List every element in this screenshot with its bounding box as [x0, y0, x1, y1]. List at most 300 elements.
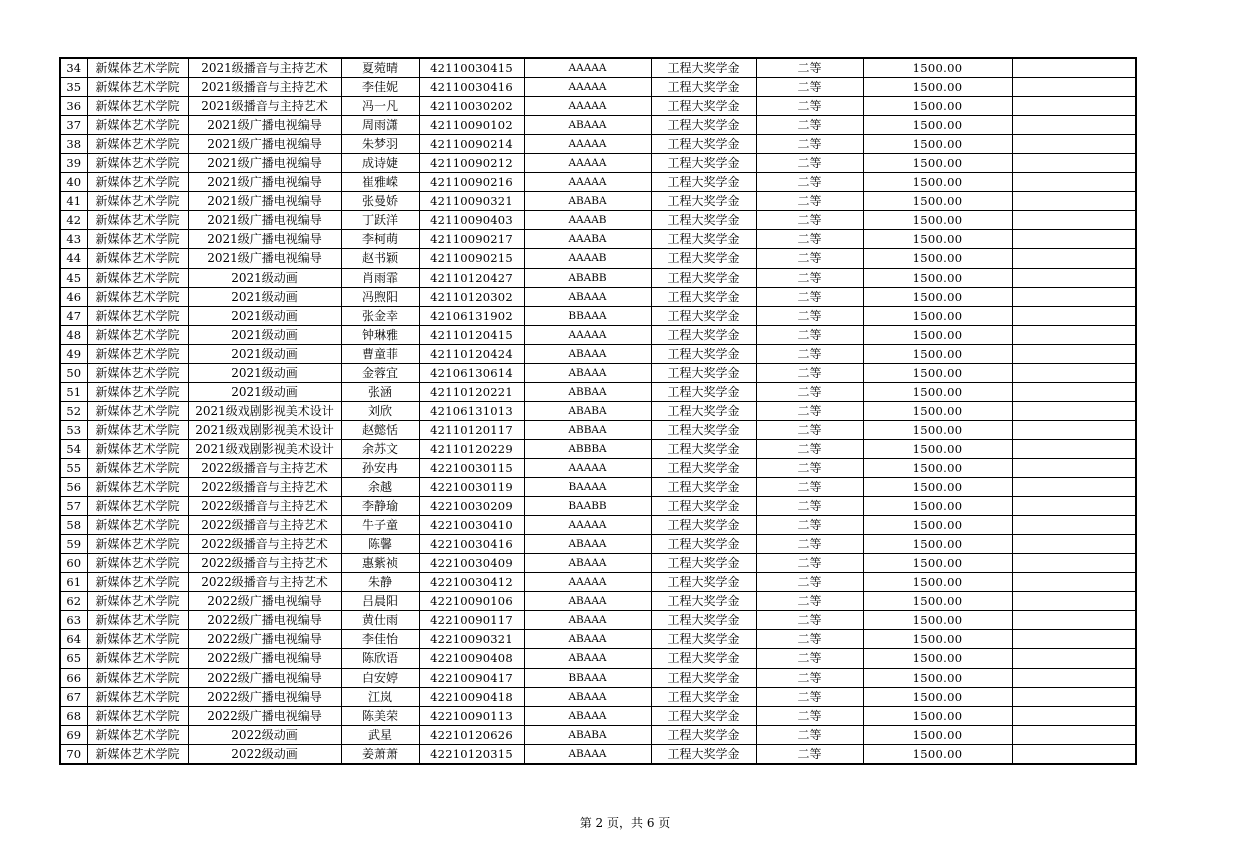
amount-cell: 1500.00 — [863, 382, 1012, 401]
remark-cell — [1012, 363, 1136, 382]
college-cell: 新媒体艺术学院 — [87, 535, 188, 554]
remark-cell — [1012, 535, 1136, 554]
award-name-cell: 工程大奖学金 — [651, 687, 756, 706]
amount-cell: 1500.00 — [863, 649, 1012, 668]
award-name-cell: 工程大奖学金 — [651, 458, 756, 477]
student-name-cell: 余苏文 — [341, 439, 419, 458]
college-cell: 新媒体艺术学院 — [87, 630, 188, 649]
award-name-cell: 工程大奖学金 — [651, 630, 756, 649]
remark-cell — [1012, 744, 1136, 764]
award-name-cell: 工程大奖学金 — [651, 573, 756, 592]
table-row — [60, 458, 1136, 477]
table-row — [60, 706, 1136, 725]
student-name-cell: 惠紫祯 — [341, 554, 419, 573]
row-number-cell: 69 — [60, 725, 87, 744]
student-id-cell: 42106131902 — [419, 306, 524, 325]
row-number-cell: 70 — [60, 744, 87, 764]
class-cell: 2021级广播电视编导 — [188, 135, 341, 154]
grade-record-cell: ABBAA — [524, 382, 651, 401]
award-name-cell: 工程大奖学金 — [651, 154, 756, 173]
college-cell: 新媒体艺术学院 — [87, 439, 188, 458]
remark-cell — [1012, 649, 1136, 668]
student-id-cell: 42110120424 — [419, 344, 524, 363]
class-cell: 2021级广播电视编导 — [188, 173, 341, 192]
remark-cell — [1012, 706, 1136, 725]
remark-cell — [1012, 287, 1136, 306]
award-name-cell: 工程大奖学金 — [651, 382, 756, 401]
grade-record-cell: ABAAA — [524, 611, 651, 630]
college-cell: 新媒体艺术学院 — [87, 154, 188, 173]
remark-cell — [1012, 592, 1136, 611]
table-row — [60, 687, 1136, 706]
college-cell: 新媒体艺术学院 — [87, 649, 188, 668]
remark-cell — [1012, 573, 1136, 592]
college-cell: 新媒体艺术学院 — [87, 573, 188, 592]
table-row — [60, 154, 1136, 173]
award-name-cell: 工程大奖学金 — [651, 439, 756, 458]
college-cell: 新媒体艺术学院 — [87, 497, 188, 516]
row-number-cell: 54 — [60, 439, 87, 458]
student-id-cell: 42210090106 — [419, 592, 524, 611]
student-name-cell: 夏菀晴 — [341, 58, 419, 78]
award-level-cell: 二等 — [756, 497, 863, 516]
class-cell: 2022级动画 — [188, 725, 341, 744]
student-id-cell: 42210120315 — [419, 744, 524, 764]
row-number-cell: 66 — [60, 668, 87, 687]
grade-record-cell: AAABA — [524, 230, 651, 249]
award-name-cell: 工程大奖学金 — [651, 592, 756, 611]
student-name-cell: 周雨潇 — [341, 116, 419, 135]
remark-cell — [1012, 344, 1136, 363]
student-name-cell: 赵书颖 — [341, 249, 419, 268]
award-name-cell: 工程大奖学金 — [651, 649, 756, 668]
student-id-cell: 42210090117 — [419, 611, 524, 630]
student-name-cell: 李佳怡 — [341, 630, 419, 649]
table-row — [60, 439, 1136, 458]
row-number-cell: 60 — [60, 554, 87, 573]
student-name-cell: 李柯萌 — [341, 230, 419, 249]
table-row — [60, 344, 1136, 363]
student-name-cell: 张曼娇 — [341, 192, 419, 211]
remark-cell — [1012, 420, 1136, 439]
grade-record-cell: AAAAA — [524, 78, 651, 97]
remark-cell — [1012, 439, 1136, 458]
grade-record-cell: ABAAA — [524, 706, 651, 725]
award-name-cell: 工程大奖学金 — [651, 211, 756, 230]
amount-cell: 1500.00 — [863, 116, 1012, 135]
class-cell: 2021级播音与主持艺术 — [188, 78, 341, 97]
class-cell: 2021级动画 — [188, 363, 341, 382]
class-cell: 2022级播音与主持艺术 — [188, 516, 341, 535]
table-row — [60, 611, 1136, 630]
award-level-cell: 二等 — [756, 592, 863, 611]
student-id-cell: 42110030416 — [419, 78, 524, 97]
student-id-cell: 42210090113 — [419, 706, 524, 725]
award-level-cell: 二等 — [756, 687, 863, 706]
remark-cell — [1012, 687, 1136, 706]
class-cell: 2022级广播电视编导 — [188, 649, 341, 668]
amount-cell: 1500.00 — [863, 497, 1012, 516]
student-name-cell: 丁跃洋 — [341, 211, 419, 230]
row-number-cell: 65 — [60, 649, 87, 668]
grade-record-cell: ABAAA — [524, 554, 651, 573]
table-row — [60, 744, 1136, 764]
award-level-cell: 二等 — [756, 58, 863, 78]
amount-cell: 1500.00 — [863, 611, 1012, 630]
remark-cell — [1012, 668, 1136, 687]
grade-record-cell: AAAAA — [524, 173, 651, 192]
student-id-cell: 42110090212 — [419, 154, 524, 173]
remark-cell — [1012, 135, 1136, 154]
student-id-cell: 42210090408 — [419, 649, 524, 668]
college-cell: 新媒体艺术学院 — [87, 478, 188, 497]
grade-record-cell: ABAAA — [524, 744, 651, 764]
college-cell: 新媒体艺术学院 — [87, 706, 188, 725]
amount-cell: 1500.00 — [863, 744, 1012, 764]
remark-cell — [1012, 78, 1136, 97]
class-cell: 2021级广播电视编导 — [188, 192, 341, 211]
grade-record-cell: ABBAA — [524, 420, 651, 439]
grade-record-cell: ABAAA — [524, 630, 651, 649]
grade-record-cell: ABAAA — [524, 649, 651, 668]
row-number-cell: 46 — [60, 287, 87, 306]
award-level-cell: 二等 — [756, 516, 863, 535]
row-number-cell: 41 — [60, 192, 87, 211]
amount-cell: 1500.00 — [863, 344, 1012, 363]
student-name-cell: 曹童菲 — [341, 344, 419, 363]
row-number-cell: 51 — [60, 382, 87, 401]
class-cell: 2022级播音与主持艺术 — [188, 458, 341, 477]
class-cell: 2022级广播电视编导 — [188, 592, 341, 611]
student-id-cell: 42110120302 — [419, 287, 524, 306]
award-level-cell: 二等 — [756, 535, 863, 554]
amount-cell: 1500.00 — [863, 58, 1012, 78]
award-name-cell: 工程大奖学金 — [651, 363, 756, 382]
grade-record-cell: BAAAA — [524, 478, 651, 497]
award-level-cell: 二等 — [756, 649, 863, 668]
remark-cell — [1012, 97, 1136, 116]
award-level-cell: 二等 — [756, 382, 863, 401]
student-id-cell: 42110030415 — [419, 58, 524, 78]
award-level-cell: 二等 — [756, 249, 863, 268]
row-number-cell: 34 — [60, 58, 87, 78]
row-number-cell: 59 — [60, 535, 87, 554]
table-row — [60, 135, 1136, 154]
student-id-cell: 42210090417 — [419, 668, 524, 687]
row-number-cell: 43 — [60, 230, 87, 249]
remark-cell — [1012, 116, 1136, 135]
award-name-cell: 工程大奖学金 — [651, 611, 756, 630]
college-cell: 新媒体艺术学院 — [87, 687, 188, 706]
remark-cell — [1012, 58, 1136, 78]
award-name-cell: 工程大奖学金 — [651, 97, 756, 116]
row-number-cell: 57 — [60, 497, 87, 516]
award-name-cell: 工程大奖学金 — [651, 306, 756, 325]
grade-record-cell: AAAAA — [524, 325, 651, 344]
table-row — [60, 249, 1136, 268]
amount-cell: 1500.00 — [863, 154, 1012, 173]
college-cell: 新媒体艺术学院 — [87, 554, 188, 573]
student-name-cell: 朱静 — [341, 573, 419, 592]
table-row — [60, 211, 1136, 230]
class-cell: 2022级广播电视编导 — [188, 687, 341, 706]
amount-cell: 1500.00 — [863, 535, 1012, 554]
grade-record-cell: ABAAA — [524, 687, 651, 706]
amount-cell: 1500.00 — [863, 420, 1012, 439]
class-cell: 2022级播音与主持艺术 — [188, 535, 341, 554]
table-row — [60, 497, 1136, 516]
student-id-cell: 42110090217 — [419, 230, 524, 249]
grade-record-cell: ABBBA — [524, 439, 651, 458]
award-level-cell: 二等 — [756, 706, 863, 725]
table-row — [60, 554, 1136, 573]
amount-cell: 1500.00 — [863, 687, 1012, 706]
student-name-cell: 余越 — [341, 478, 419, 497]
award-name-cell: 工程大奖学金 — [651, 173, 756, 192]
award-level-cell: 二等 — [756, 211, 863, 230]
grade-record-cell: ABABB — [524, 268, 651, 287]
table-row — [60, 58, 1136, 78]
class-cell: 2022级广播电视编导 — [188, 630, 341, 649]
class-cell: 2021级播音与主持艺术 — [188, 58, 341, 78]
college-cell: 新媒体艺术学院 — [87, 58, 188, 78]
student-id-cell: 42110120117 — [419, 420, 524, 439]
student-id-cell: 42110120221 — [419, 382, 524, 401]
grade-record-cell: AAAAA — [524, 97, 651, 116]
student-id-cell: 42210030119 — [419, 478, 524, 497]
award-name-cell: 工程大奖学金 — [651, 78, 756, 97]
scholarship-table — [59, 57, 1137, 765]
grade-record-cell: AAAAA — [524, 458, 651, 477]
table-row — [60, 230, 1136, 249]
college-cell: 新媒体艺术学院 — [87, 725, 188, 744]
college-cell: 新媒体艺术学院 — [87, 420, 188, 439]
student-name-cell: 武星 — [341, 725, 419, 744]
class-cell: 2021级动画 — [188, 268, 341, 287]
amount-cell: 1500.00 — [863, 249, 1012, 268]
award-name-cell: 工程大奖学金 — [651, 420, 756, 439]
award-level-cell: 二等 — [756, 478, 863, 497]
row-number-cell: 58 — [60, 516, 87, 535]
table-row — [60, 325, 1136, 344]
student-name-cell: 牛子童 — [341, 516, 419, 535]
student-id-cell: 42110120427 — [419, 268, 524, 287]
student-id-cell: 42210030115 — [419, 458, 524, 477]
class-cell: 2021级广播电视编导 — [188, 116, 341, 135]
remark-cell — [1012, 401, 1136, 420]
class-cell: 2022级广播电视编导 — [188, 706, 341, 725]
remark-cell — [1012, 173, 1136, 192]
student-id-cell: 42110090216 — [419, 173, 524, 192]
table-row — [60, 516, 1136, 535]
award-name-cell: 工程大奖学金 — [651, 268, 756, 287]
award-name-cell: 工程大奖学金 — [651, 344, 756, 363]
table-row — [60, 78, 1136, 97]
student-name-cell: 张涵 — [341, 382, 419, 401]
table-body — [60, 58, 1136, 764]
table-row — [60, 573, 1136, 592]
amount-cell: 1500.00 — [863, 287, 1012, 306]
student-name-cell: 孙安冉 — [341, 458, 419, 477]
amount-cell: 1500.00 — [863, 211, 1012, 230]
grade-record-cell: AAAAA — [524, 58, 651, 78]
student-id-cell: 42110090214 — [419, 135, 524, 154]
award-level-cell: 二等 — [756, 192, 863, 211]
college-cell: 新媒体艺术学院 — [87, 344, 188, 363]
row-number-cell: 50 — [60, 363, 87, 382]
student-id-cell: 42210030409 — [419, 554, 524, 573]
grade-record-cell: AAAAA — [524, 573, 651, 592]
amount-cell: 1500.00 — [863, 306, 1012, 325]
student-id-cell: 42110030202 — [419, 97, 524, 116]
grade-record-cell: AAAAA — [524, 135, 651, 154]
class-cell: 2021级动画 — [188, 306, 341, 325]
award-name-cell: 工程大奖学金 — [651, 135, 756, 154]
class-cell: 2021级戏剧影视美术设计 — [188, 401, 341, 420]
amount-cell: 1500.00 — [863, 478, 1012, 497]
student-name-cell: 崔雅嵘 — [341, 173, 419, 192]
remark-cell — [1012, 306, 1136, 325]
college-cell: 新媒体艺术学院 — [87, 116, 188, 135]
award-level-cell: 二等 — [756, 78, 863, 97]
amount-cell: 1500.00 — [863, 78, 1012, 97]
remark-cell — [1012, 611, 1136, 630]
row-number-cell: 35 — [60, 78, 87, 97]
table-row — [60, 630, 1136, 649]
award-level-cell: 二等 — [756, 154, 863, 173]
table-row — [60, 173, 1136, 192]
table-row — [60, 401, 1136, 420]
table-row — [60, 287, 1136, 306]
award-level-cell: 二等 — [756, 744, 863, 764]
class-cell: 2021级广播电视编导 — [188, 230, 341, 249]
amount-cell: 1500.00 — [863, 630, 1012, 649]
award-name-cell: 工程大奖学金 — [651, 58, 756, 78]
college-cell: 新媒体艺术学院 — [87, 458, 188, 477]
student-id-cell: 42210030416 — [419, 535, 524, 554]
class-cell: 2022级动画 — [188, 744, 341, 764]
row-number-cell: 67 — [60, 687, 87, 706]
amount-cell: 1500.00 — [863, 554, 1012, 573]
student-id-cell: 42110090102 — [419, 116, 524, 135]
class-cell: 2022级广播电视编导 — [188, 611, 341, 630]
student-id-cell: 42210030410 — [419, 516, 524, 535]
college-cell: 新媒体艺术学院 — [87, 287, 188, 306]
student-id-cell: 42110090321 — [419, 192, 524, 211]
student-name-cell: 吕晨阳 — [341, 592, 419, 611]
student-id-cell: 42110090215 — [419, 249, 524, 268]
row-number-cell: 68 — [60, 706, 87, 725]
award-level-cell: 二等 — [756, 401, 863, 420]
student-id-cell: 42210090418 — [419, 687, 524, 706]
class-cell: 2021级广播电视编导 — [188, 249, 341, 268]
award-name-cell: 工程大奖学金 — [651, 516, 756, 535]
class-cell: 2021级广播电视编导 — [188, 154, 341, 173]
award-level-cell: 二等 — [756, 439, 863, 458]
remark-cell — [1012, 268, 1136, 287]
table-row — [60, 306, 1136, 325]
student-name-cell: 李静瑜 — [341, 497, 419, 516]
award-name-cell: 工程大奖学金 — [651, 287, 756, 306]
row-number-cell: 53 — [60, 420, 87, 439]
amount-cell: 1500.00 — [863, 725, 1012, 744]
remark-cell — [1012, 554, 1136, 573]
grade-record-cell: BAABB — [524, 497, 651, 516]
college-cell: 新媒体艺术学院 — [87, 401, 188, 420]
amount-cell: 1500.00 — [863, 135, 1012, 154]
college-cell: 新媒体艺术学院 — [87, 211, 188, 230]
grade-record-cell: ABAAA — [524, 116, 651, 135]
college-cell: 新媒体艺术学院 — [87, 173, 188, 192]
row-number-cell: 47 — [60, 306, 87, 325]
row-number-cell: 64 — [60, 630, 87, 649]
amount-cell: 1500.00 — [863, 192, 1012, 211]
table-row — [60, 192, 1136, 211]
college-cell: 新媒体艺术学院 — [87, 516, 188, 535]
amount-cell: 1500.00 — [863, 173, 1012, 192]
grade-record-cell: ABAAA — [524, 592, 651, 611]
award-level-cell: 二等 — [756, 554, 863, 573]
class-cell: 2021级动画 — [188, 287, 341, 306]
award-level-cell: 二等 — [756, 573, 863, 592]
student-id-cell: 42110120415 — [419, 325, 524, 344]
college-cell: 新媒体艺术学院 — [87, 97, 188, 116]
student-name-cell: 陈馨 — [341, 535, 419, 554]
amount-cell: 1500.00 — [863, 458, 1012, 477]
class-cell: 2021级戏剧影视美术设计 — [188, 439, 341, 458]
class-cell: 2021级戏剧影视美术设计 — [188, 420, 341, 439]
award-name-cell: 工程大奖学金 — [651, 230, 756, 249]
class-cell: 2022级播音与主持艺术 — [188, 478, 341, 497]
amount-cell: 1500.00 — [863, 706, 1012, 725]
college-cell: 新媒体艺术学院 — [87, 744, 188, 764]
table-row — [60, 97, 1136, 116]
table-row — [60, 363, 1136, 382]
amount-cell: 1500.00 — [863, 363, 1012, 382]
row-number-cell: 56 — [60, 478, 87, 497]
award-name-cell: 工程大奖学金 — [651, 116, 756, 135]
grade-record-cell: ABABA — [524, 725, 651, 744]
row-number-cell: 48 — [60, 325, 87, 344]
student-name-cell: 肖雨霏 — [341, 268, 419, 287]
student-name-cell: 成诗婕 — [341, 154, 419, 173]
grade-record-cell: AAAAA — [524, 154, 651, 173]
row-number-cell: 61 — [60, 573, 87, 592]
student-name-cell: 白安婷 — [341, 668, 419, 687]
student-name-cell: 江岚 — [341, 687, 419, 706]
college-cell: 新媒体艺术学院 — [87, 325, 188, 344]
row-number-cell: 55 — [60, 458, 87, 477]
table-row — [60, 420, 1136, 439]
award-name-cell: 工程大奖学金 — [651, 744, 756, 764]
remark-cell — [1012, 478, 1136, 497]
college-cell: 新媒体艺术学院 — [87, 230, 188, 249]
award-name-cell: 工程大奖学金 — [651, 325, 756, 344]
grade-record-cell: BBAAA — [524, 668, 651, 687]
college-cell: 新媒体艺术学院 — [87, 306, 188, 325]
student-id-cell: 42106130614 — [419, 363, 524, 382]
grade-record-cell: AAAAB — [524, 211, 651, 230]
grade-record-cell: ABAAA — [524, 344, 651, 363]
college-cell: 新媒体艺术学院 — [87, 668, 188, 687]
award-level-cell: 二等 — [756, 611, 863, 630]
award-level-cell: 二等 — [756, 458, 863, 477]
college-cell: 新媒体艺术学院 — [87, 592, 188, 611]
class-cell: 2022级播音与主持艺术 — [188, 554, 341, 573]
award-level-cell: 二等 — [756, 97, 863, 116]
page-number: 第 2 页，共 6 页 — [579, 816, 671, 830]
student-name-cell: 冯煦阳 — [341, 287, 419, 306]
